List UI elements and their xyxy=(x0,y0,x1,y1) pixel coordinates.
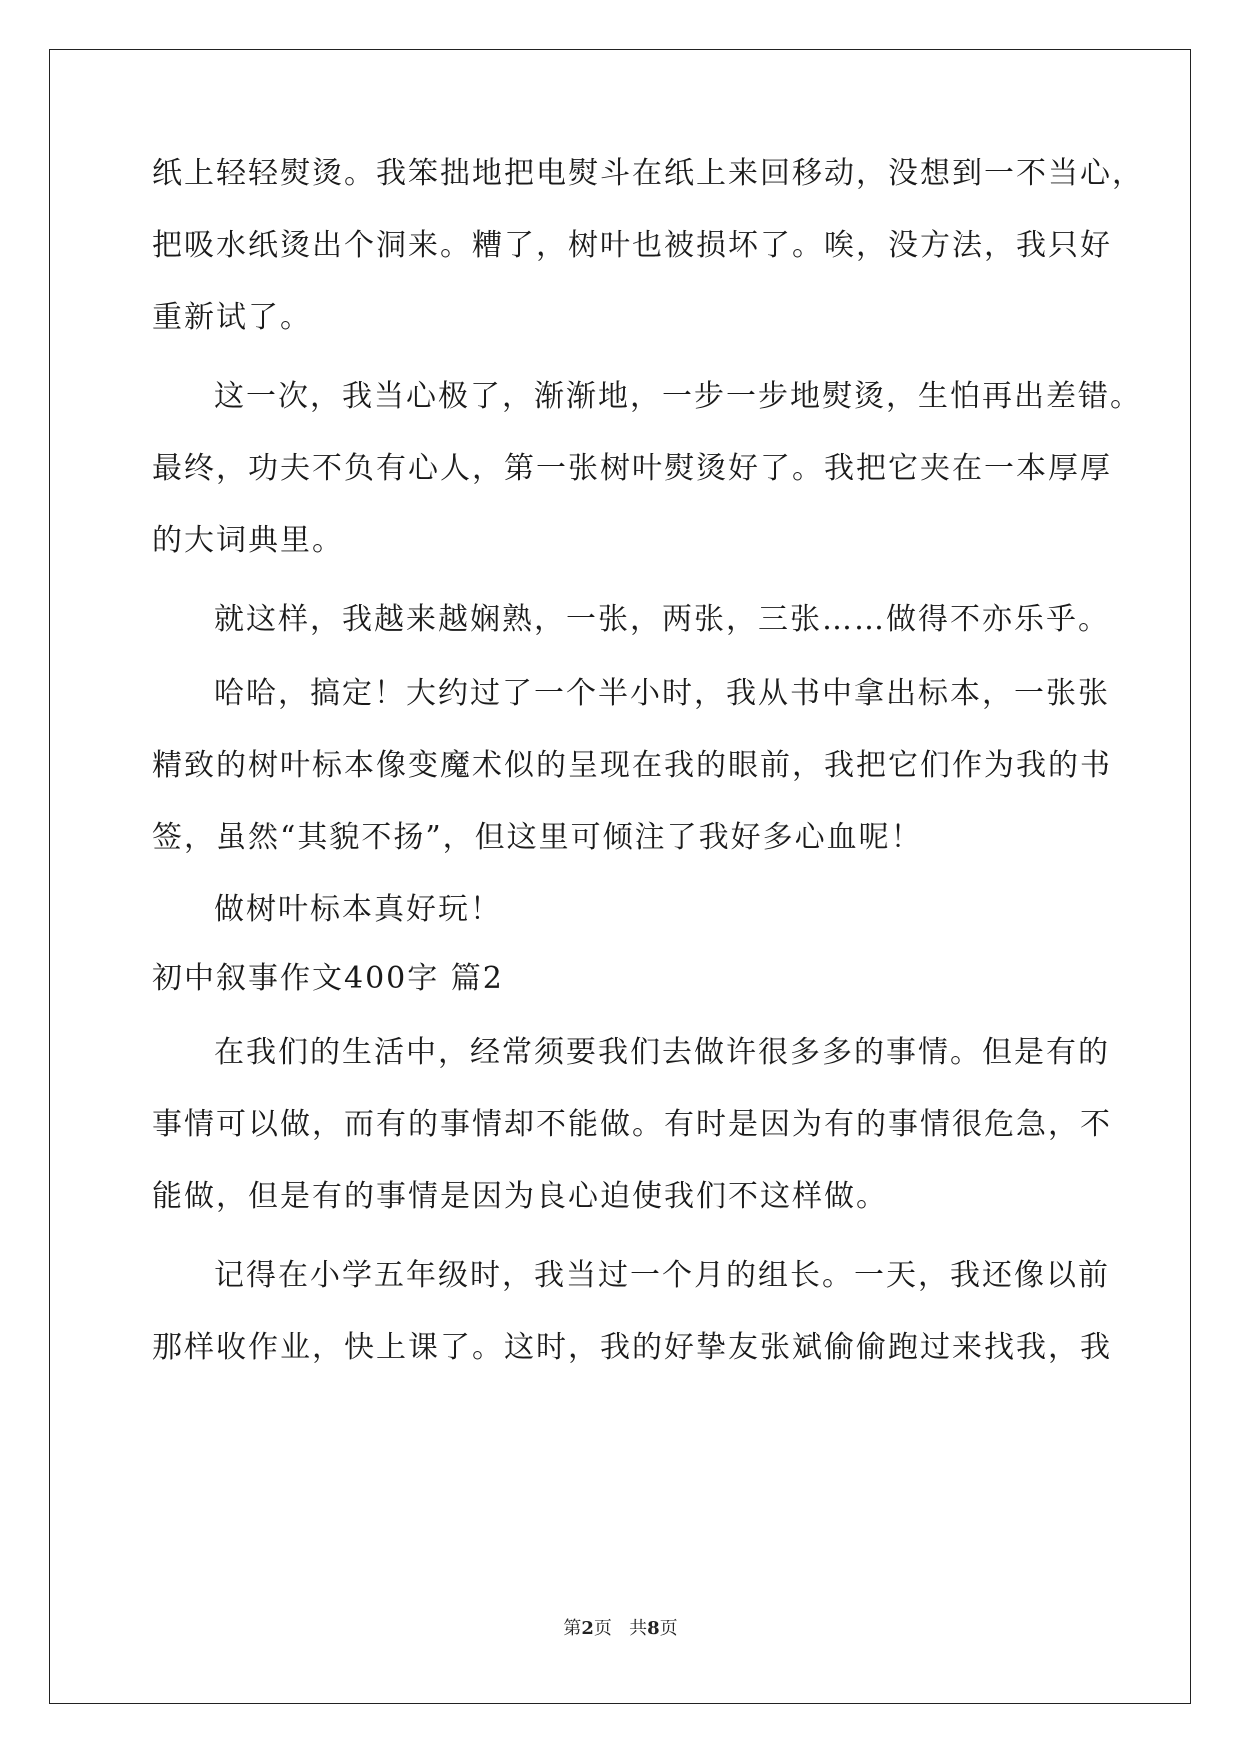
body-line: 事情可以做，而有的事情却不能做。有时是因为有的事情很危急，不 xyxy=(152,1107,1112,1142)
section-heading: 初中叙事作文400字 篇2 xyxy=(152,961,504,996)
body-line: 精致的树叶标本像变魔术似的呈现在我的眼前，我把它们作为我的书 xyxy=(152,748,1112,783)
paragraph-start: 就这样，我越来越娴熟，一张，两张，三张……做得不亦乐乎。 xyxy=(214,602,1110,637)
body-line: 把吸水纸烫出个洞来。糟了，树叶也被损坏了。唉，没方法，我只好 xyxy=(152,228,1112,263)
footer-total-prefix: 共 xyxy=(629,1618,648,1639)
footer-page-prefix: 第 xyxy=(563,1618,582,1639)
page-footer xyxy=(0,1618,1241,1640)
body-line: 最终，功夫不负有心人，第一张树叶熨烫好了。我把它夹在一本厚厚 xyxy=(152,451,1112,486)
paragraph-start: 这一次，我当心极了，渐渐地，一步一步地熨烫，生怕再出差错。 xyxy=(214,379,1142,414)
body-line: 重新试了。 xyxy=(152,300,312,335)
footer-page-suffix: 页 xyxy=(593,1618,612,1639)
paragraph-start: 记得在小学五年级时，我当过一个月的组长。一天，我还像以前 xyxy=(214,1258,1110,1293)
body-line: 的大词典里。 xyxy=(152,523,344,558)
footer-page-total: 8 xyxy=(647,1618,660,1639)
footer-page-current: 2 xyxy=(581,1618,594,1639)
body-line: 能做，但是有的事情是因为良心迫使我们不这样做。 xyxy=(152,1179,888,1214)
paragraph-start: 做树叶标本真好玩！ xyxy=(214,892,502,927)
body-line: 那样收作业，快上课了。这时，我的好挚友张斌偷偷跑过来找我，我 xyxy=(152,1330,1112,1365)
paragraph-start: 在我们的生活中，经常须要我们去做许很多多的事情。但是有的 xyxy=(214,1035,1110,1070)
paragraph-start: 哈哈，搞定！大约过了一个半小时，我从书中拿出标本，一张张 xyxy=(214,676,1110,711)
body-line: 纸上轻轻熨烫。我笨拙地把电熨斗在纸上来回移动，没想到一不当心， xyxy=(152,156,1144,191)
footer-total-suffix: 页 xyxy=(659,1618,678,1639)
body-line: 签，虽然“其貌不扬”，但这里可倾注了我好多心血呢！ xyxy=(152,820,923,855)
